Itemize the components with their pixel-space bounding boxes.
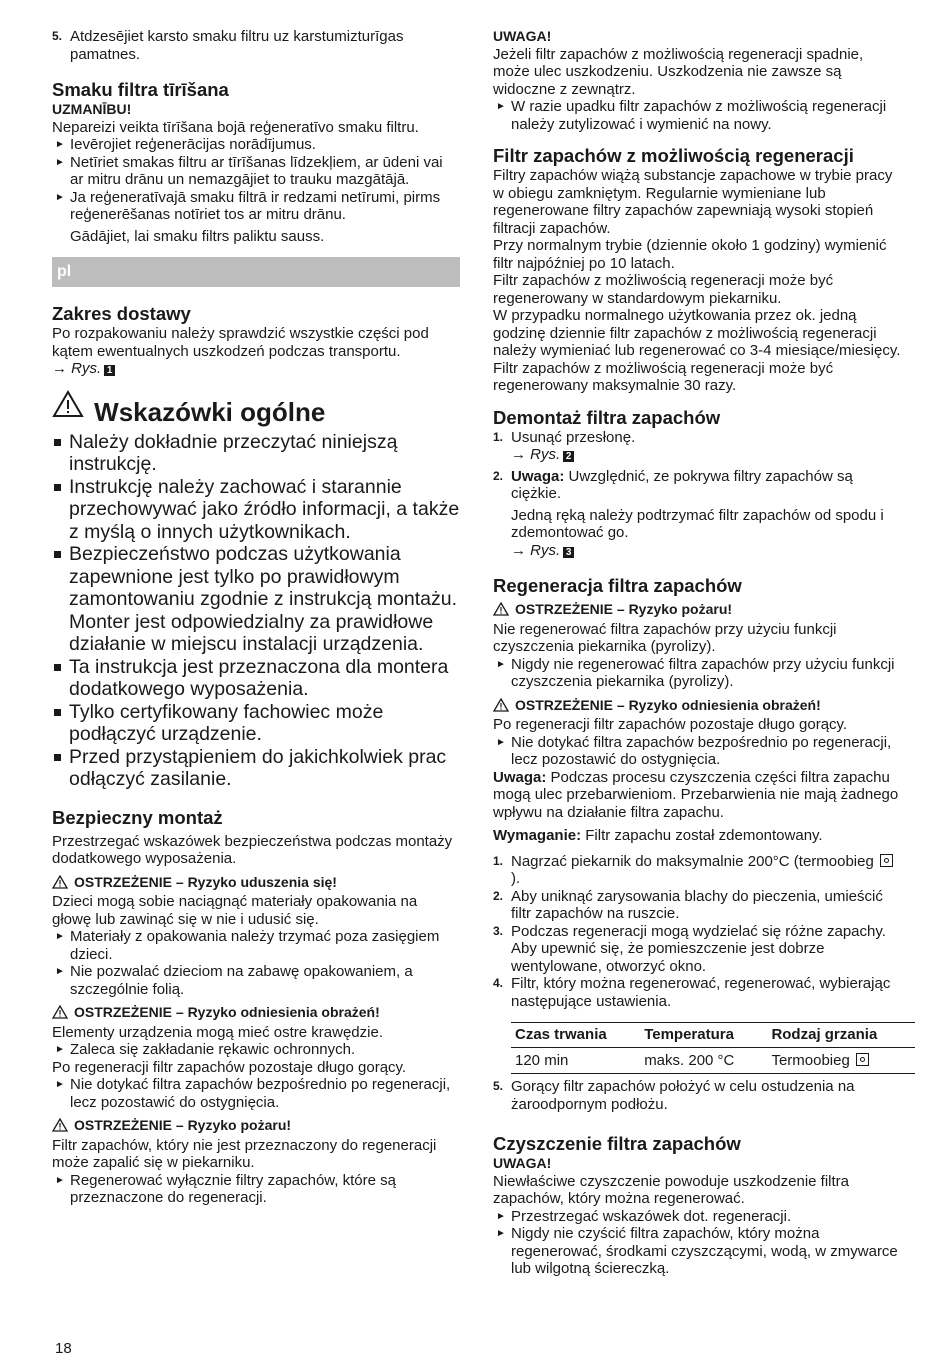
paragraph: Nepareizi veikta tīrīšana bojā reģeneratīvo smaku filtru. [52,118,419,136]
section-title-regeneration: Regeneracja filtra zapachów [493,575,742,596]
section-title-delivery: Zakres dostawy [52,303,191,324]
bullet-icon: ► [55,139,65,150]
paragraph: Nie regenerować filtra zapachów przy użyciu funkcji czyszczenia piekarnika (pyrolizy). [493,620,837,655]
warning-triangle-icon [52,875,68,894]
figure-number-badge: 1 [104,365,115,376]
section-title-regen-filter: Filtr zapachów z możliwością regeneracji [493,145,854,166]
bullet-icon: ► [55,191,65,203]
warning-triangle-icon [52,390,84,423]
warning-triangle-icon [493,698,509,717]
figure-reference: → Rys. 3 [493,542,901,560]
warning-triangle-icon [493,602,509,621]
step-item: 1. Usunąć przesłonę. [493,428,636,446]
table-cell: Termoobieg [767,1047,915,1074]
table-header-row [511,1023,915,1048]
bullet-item: ► Materiały z opakowania należy trzymać poza zasięgiem dzieci. [55,928,440,963]
warning-heading: OSTRZEŻENIE – Ryzyko odniesienia obrażeń! [52,1004,460,1024]
paragraph: Jedną ręką należy podtrzymać filtr zapachów od spodu i zdemontować go. [511,506,884,541]
bullet-icon: ► [496,658,506,670]
paragraph: Przestrzegać wskazówek bezpieczeństwa podczas montaży dodatkowego wyposażenia. [52,832,453,868]
bullet-item: ► Zaleca się zakładanie rękawic ochronnych. [55,1041,356,1059]
bullet-icon: ► [55,156,65,168]
general-heading [52,390,460,427]
bullet-item: ► Nigdy nie czyścić filtra zapachów, który można regenerować, środkami czyszczącymi, wodą, w zmywarce lub wilgotną ściereczką. [496,1225,898,1277]
note-paragraph: Uwaga: Podczas procesu czyszczenia części filtra zapachu mogą ulec przebarwieniom. Przebarwienia nie mają żadnego wpływu na działanie filtra zapachu. [493,768,899,821]
paragraph: Filtry zapachów wiążą substancje zapachowe w trybie pracy w obiegu zamkniętym. Regularnie wymieniane lub regenerowane filtry zapachów zapewniają wysoki stopień filtracji zapachów. [493,167,893,237]
paragraph: Filtr zapachów z możliwością regeneracji może być regenerowany w standardowym piekarniku. [493,272,834,307]
language-bar: pl [52,257,460,287]
list-item: Tylko certyfikowany fachowiec może podłączyć urządzenie. [52,701,460,746]
paragraph: Dzieci mogą sobie naciągnąć materiały opakowania na głowę lub zawinąć się w nie i udusić się. [52,893,418,928]
bullet-item: ► W razie upadku filtr zapachów z możliwością regeneracji należy zutylizować i wymienić na nowy. [496,98,887,133]
attention-label: UWAGA! [493,28,552,44]
bullet-icon: ► [496,1228,506,1239]
step-number: 5. [493,1079,504,1093]
bullet-item: ► Ievērojiet reģenerācijas norādījumus. [55,136,316,153]
paragraph: Gādājiet, lai smaku filtrs paliktu sauss. [70,227,325,245]
paragraph: Niewłaściwe czyszczenie powoduje uszkodzenie filtra zapachów, który można regenerować. [493,1172,849,1207]
figure-number-badge: 3 [563,547,574,558]
square-bullet-icon [54,709,61,716]
settings-table [511,1022,915,1074]
step-item: 2. Uwaga: Uwzględnić, ze pokrywa filtry zapachów są ciężkie. [493,467,853,502]
step-item: 4. Filtr, który można regenerować, regenerować, wybierając następujące ustawienia. [493,975,891,1010]
paragraph: Elementy urządzenia mogą mieć ostre krawędzie. [52,1023,383,1041]
bullet-icon: ► [55,966,65,978]
list-item: Należy dokładnie przeczytać niniejszą instrukcję. [52,431,460,476]
step-number: 3. [493,923,504,938]
bullet-item: ► Nie pozwalać dzieciom na zabawę opakowaniem, a szczególnie folią. [55,963,413,998]
paragraph: Przy normalnym trybie (dziennie około 1 godziny) wymienić filtr najpóźniej po 10 latach. [493,237,887,272]
warning-heading: OSTRZEŻENIE – Ryzyko uduszenia się! [52,874,460,894]
warning-triangle-icon [52,1118,68,1137]
step-item: 5. Gorący filtr zapachów położyć w celu ostudzenia na żaroodpornym podłożu. [493,1078,855,1113]
paragraph: Jeżeli filtr zapachów z możliwością regeneracji spadnie, może ulec uszkodzeniu. Uszkodzenia nie zawsze są widoczne z zewnątrz. [493,45,864,98]
list-item: Przed przystąpieniem do jakichkolwiek prac odłączyć zasilanie. [52,746,460,791]
paragraph: Po rozpakowaniu należy sprawdzić wszystkie części pod kątem ewentualnych uszkodzeń podczas transportu. [52,325,429,360]
bullet-item: ► Netīriet smakas filtru ar tīrīšanas līdzekļiem, ar ūdeni vai ar mitru drānu un nemazgājiet to trauku mazgātājā. [55,153,443,188]
bullet-icon: ► [496,101,506,112]
bullet-item: ► Ja reģeneratīvajā smaku filtrā ir redzami netīrumi, pirms reģenerēšanas notīriet tos ar mitru drānu. [55,188,441,223]
bullet-icon: ► [496,736,506,748]
paragraph: Po regeneracji filtr zapachów pozostaje długo gorący. [493,716,848,733]
convection-oven-icon [880,854,893,867]
paragraph: Filtr zapachów, który nie jest przeznaczony do regeneracji może zapalić się w piekarniku. [52,1136,437,1172]
step-number: 2. [493,888,504,903]
bullet-item: ► Nie dotykać filtra zapachów bezpośrednio po regeneracji, lecz pozostawić do ostygnięcia. [55,1076,451,1111]
attention-label: UWAGA! [493,1155,552,1171]
paragraph: Po regeneracji filtr zapachów pozostaje długo gorący. [52,1058,407,1076]
warning-heading: OSTRZEŻENIE – Ryzyko pożaru! [493,601,901,621]
step-item [52,28,460,63]
figure-reference: → Rys. 2 [493,446,901,464]
section-title-general: Wskazówki ogólne [94,396,326,427]
right-column [493,28,901,1278]
table-header: Czas trwania [511,1023,640,1048]
section-title-removal: Demontaż filtra zapachów [493,406,721,428]
square-bullet-icon [54,664,61,671]
table-row [511,1047,915,1074]
list-item: Bezpieczeństwo podczas użytkowania zapewnione jest tylko po prawidłowym zamontowaniu zgodnie z instrukcją montażu. Monter jest odpowiedzialny za prawidłowe działanie w miejscu instalacji urządzenia. [52,543,460,656]
step-item: 2. Aby uniknąć zarysowania blachy do pieczenia, umieścić filtr zapachów na ruszcie. [493,887,883,922]
bullet-item: ► Regenerować wyłącznie filtry zapachów, które są przeznaczone do regeneracji. [55,1171,396,1207]
section-title-safe-install: Bezpieczny montaż [52,806,223,828]
table-cell: maks. 200 °C [640,1047,767,1074]
step-number: 1. [493,853,504,868]
step-number: 1. [493,429,504,444]
section-title-lv-cleaning: Smaku filtra tīrīšana [52,79,229,100]
warning-triangle-icon [52,1005,68,1024]
square-bullet-icon [54,754,61,761]
table-cell: 120 min [511,1047,640,1074]
section-title-cleaning: Czyszczenie filtra zapachów [493,1133,741,1154]
bullet-item: ► Nigdy nie regenerować filtra zapachów przy użyciu funkcji czyszczenia piekarnika (pyrolizy). [496,655,895,690]
step-item: 1. Nagrzać piekarnik do maksymalnie 200°C (termoobieg ). [493,853,901,888]
table-header: Rodzaj grzania [767,1023,915,1048]
requirement-paragraph: Wymaganie: Filtr zapachu został zdemontowany. [493,827,823,844]
figure-reference: → Rys. 1 [52,360,460,378]
table-header: Temperatura [640,1023,767,1048]
warning-heading: OSTRZEŻENIE – Ryzyko odniesienia obrażeń! [493,697,901,717]
step-number: 5. [52,29,63,43]
attention-label: UZMANĪBU! [52,101,132,117]
bullet-item: ► Przestrzegać wskazówek dot. regeneracji. [496,1207,792,1225]
warning-heading: OSTRZEŻENIE – Ryzyko pożaru! [52,1117,460,1137]
bullet-icon: ► [55,931,65,943]
list-item: Ta instrukcja jest przeznaczona dla montera dodatkowego wyposażenia. [52,656,460,701]
left-column [52,28,460,1207]
square-bullet-icon [54,551,61,558]
bullet-icon: ► [496,1210,506,1222]
bullet-item: ► Nie dotykać filtra zapachów bezpośrednio po regeneracji, lecz pozostawić do ostygnięcia. [496,733,892,768]
step-text: Atdzesējiet karsto smaku filtru uz karstumizturīgas pamatnes. [70,28,404,63]
convection-oven-icon [856,1053,869,1066]
bullet-icon: ► [55,1079,65,1091]
bullet-icon: ► [55,1174,65,1186]
page-number: 18 [55,1340,72,1357]
paragraph: W przypadku normalnego użytkowania przez ok. jedną godzinę dziennie filtr zapachów z możliwością regeneracji należy wymieniać lub regenerować co 3-4 miesiące/miesięcy. Filtr zapachów z możliwością regeneracji może być regenerowany maksymalnie 30 razy. [493,307,901,394]
bullet-icon: ► [55,1044,65,1056]
step-number: 2. [493,468,504,483]
square-bullet-icon [54,439,61,446]
step-number: 4. [493,976,504,990]
square-bullet-icon [54,484,61,491]
figure-number-badge: 2 [563,451,574,462]
list-item: Instrukcję należy zachować i starannie przechowywać jako źródło informacji, a także z myślą o innych użytkownikach. [52,476,460,544]
step-item: 3. Podczas regeneracji mogą wydzielać się różne zapachy. Aby upewnić się, że pomieszczenie jest dobrze wentylowane, otworzyć okno. [493,922,886,975]
